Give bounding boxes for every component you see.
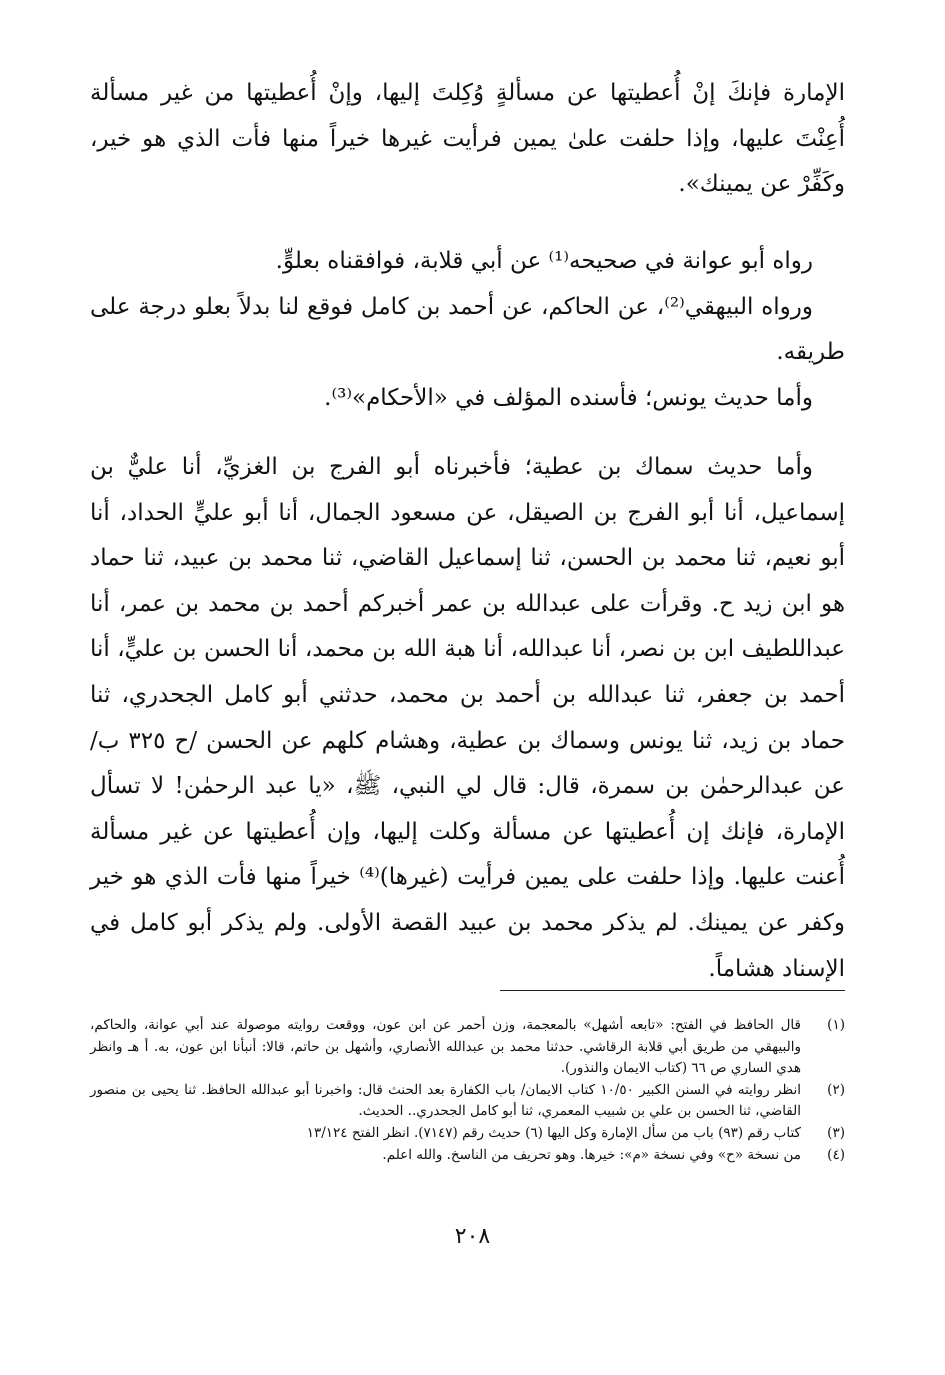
footnote-text: من نسخة «ح» وفي نسخة «م»: خيرها. وهو تحريف من الناسخ. والله اعلم. — [382, 1146, 801, 1163]
footnote-3 — [90, 1123, 845, 1145]
footnote-text: انظر روايته في السنن الكبير ١٠/٥٠ كتاب الايمان/ باب الكفارة بعد الحنث قال: واخبرنا أبو عبدالله الحافظ. ثنا يحيى بن منصور القاضي، ثنا الحسن بن علي بن شبيب المعمري، ثنا أبو كامل الجحدري.. الحديث. — [90, 1081, 801, 1120]
footnote-4 — [90, 1145, 845, 1167]
main-text-continuation — [90, 71, 845, 208]
paragraph-simak: وأما حديث سماك بن عطية؛ فأخبرناه أبو الفرج بن الغزيِّ، أنا عليٌّ بن إسماعيل، أنا أبو الفرج بن الصيقل، عن مسعود الجمال، أنا أبو عليٍّ الحداد، أنا أبو نعيم، ثنا محمد بن الحسن، ثنا إسماعيل القاضي، ثنا محمد بن عبيد، ثنا حماد هو ابن زيد ح. وقرأت على عبدالله بن عمر أخبركم أحمد بن محمد بن عمر، أنا عبداللطيف ابن بن نصر، أنا عبدالله، أنا هبة الله بن محمد، أنا الحسن بن عليٍّ، أنا أحمد بن جعفر، ثنا عبدالله بن أحمد بن محمد، حدثني أبو كامل الجحدري، ثنا حماد بن زيد، ثنا يونس وسماك بن عطية، وهشام كلهم عن الحسن /ح ٣٢٥ ب/ عن عبدالرحمٰن بن سمرة، قال: قال لي النبي، ﷺ، «يا عبد الرحمٰن! لا تسأل الإمارة، فإنك إن أُعطيتها عن مسألة وكلت إليها، وإن أُعطيتها عن غير مسألة أُعنت عليها. وإذا حلفت على يمين فرأيت (غيرها)⁽⁴⁾ خيراً منها فأت الذي هو خير وكفر عن يمينك. لم يذكر محمد بن عبيد القصة الأولى. ولم يذكر أبو كامل في الإسناد هشاماً. — [90, 454, 845, 982]
footnote-1 — [90, 1015, 845, 1080]
main-text-isnad — [90, 445, 845, 992]
main-text-narrations — [90, 239, 845, 421]
footnote-number: (٤) — [827, 1146, 845, 1163]
footnote-text: قال الحافظ في الفتح: «تابعه أشهل» بالمعجمة، وزن أحمر عن ابن عون، ووقعت روايته موصولة عند أبي عوانة، والحاكم، والبيهقي من طريق أبي قلابة الرقاشي. حدثنا محمد بن عبدالله الأنصاري، وأشهل بن حاتم، قالا: أنبأنا ابن عون، به. أ هـ وانظر هدي الساري ص ٦٦ (كتاب الايمان والنذور). — [90, 1017, 801, 1077]
footnote-number: (١) — [827, 1017, 845, 1033]
footnote-number: (٢) — [827, 1081, 845, 1098]
footnote-text: كتاب رقم (٩٣) باب من سأل الإمارة وكل اليها (٦) حديث رقم (٧١٤٧). انظر الفتح ١٣/١٢٤ — [306, 1124, 801, 1141]
footnotes — [90, 1015, 845, 1166]
paragraph-yunus: وأما حديث يونس؛ فأسنده المؤلف في «الأحكام»⁽³⁾. — [324, 384, 813, 411]
paragraph-abu-awana: رواه أبو عوانة في صحيحه⁽¹⁾ عن أبي قلابة، فوافقناه بعلوٍّ. — [275, 248, 813, 274]
footnote-2 — [90, 1080, 845, 1123]
footnote-number: (٣) — [827, 1124, 845, 1141]
paragraph-bayhaqi: ورواه البيهقي⁽²⁾، عن الحاكم، عن أحمد بن كامل فوقع لنا بدلاً بعلو درجة على طريقه. — [90, 293, 845, 366]
page-number: ٢٠٨ — [454, 1224, 491, 1249]
footnote-divider — [500, 990, 845, 991]
paragraph-hadith-ending: الإمارة فإنكَ إنْ أُعطيتها عن مسألةٍ وُكِلتَ إليها، وإنْ أُعطيتها من غير مسألة أُعِنْتَ عليها، وإذا حلفت علىٰ يمين فرأيت غيرها خيراً منها فأت الذي هو خير، وكَفِّرْ عن يمينك». — [90, 80, 845, 198]
